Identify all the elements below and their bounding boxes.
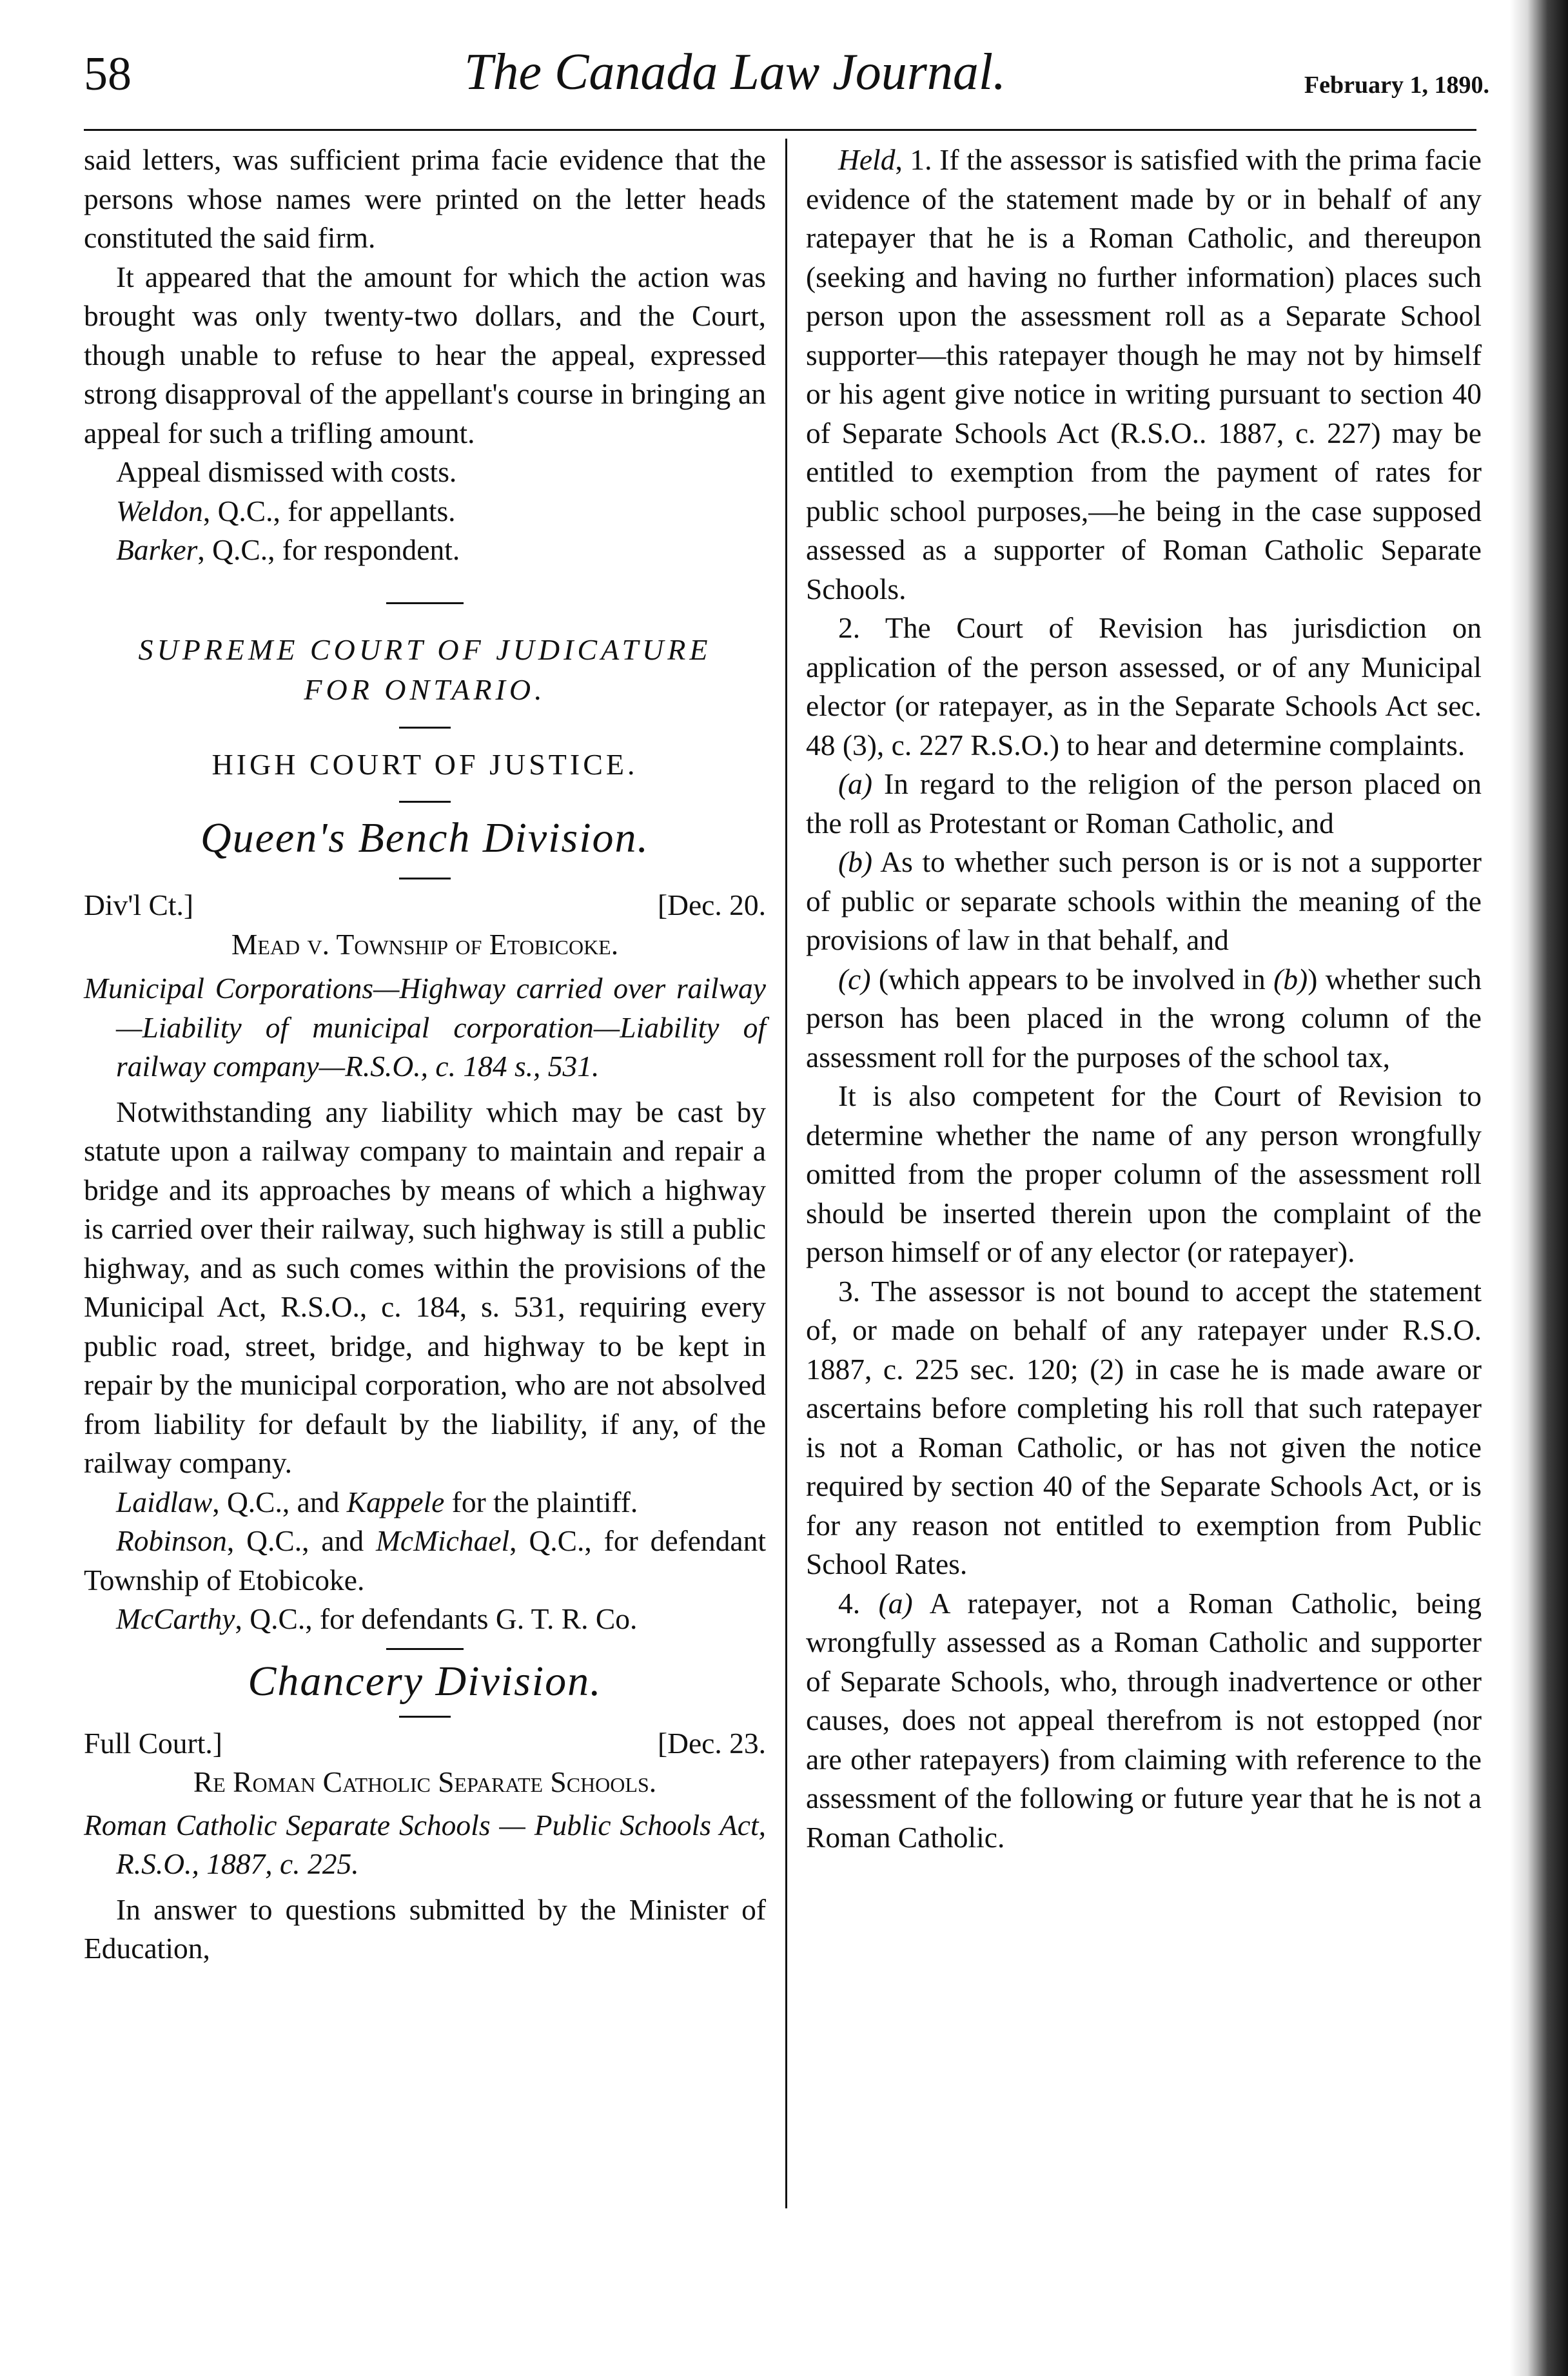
clause-label: (a) xyxy=(838,767,873,800)
case-date: [Dec. 20. xyxy=(657,889,766,921)
clause-text: As to whether such person is or is not a supporter of public or separate schools within the meaning of the provisions of law in that behalf, and xyxy=(806,845,1482,956)
case-court: Div'l Ct.] xyxy=(84,889,193,921)
counsel-line xyxy=(84,492,766,531)
page-header xyxy=(84,35,1489,113)
court-heading: SUPREME COURT OF JUDICATURE xyxy=(138,633,712,666)
held-paragraph xyxy=(806,141,1482,609)
counsel-role: , Q.C., for defendant Township of Etobicoke. xyxy=(84,1524,766,1596)
case-body: Notwithstanding any liability which may be cast by statute upon a railway company to maintain and repair a bridge and its approaches by means of which a highway is carried over their railway, such highway is still a public highway, and as such comes within the provisions of the Municipal Act, R.S.O., c. 184, s. 531, requiring every public road, street, bridge, and highway to be kept in repair by the municipal corporation, who are not absolved from liability for default by the liability, if any, of the railway company. xyxy=(84,1095,766,1479)
counsel-text: , Q.C., and xyxy=(226,1524,376,1557)
header-rule xyxy=(84,129,1476,131)
section-rule xyxy=(386,1648,464,1650)
case-court-line xyxy=(84,1724,766,1763)
case-body: In answer to questions submitted by the Minister of Education, xyxy=(84,1892,766,1965)
clause-text: ) whether such person has been placed in the wrong column of the assessment roll for the purposes of the school tax, xyxy=(806,962,1482,1074)
counsel-line xyxy=(84,1522,766,1600)
journal-title: The Canada Law Journal. xyxy=(464,44,1006,101)
counsel-name: Kappele xyxy=(346,1485,445,1518)
counsel-name: McCarthy xyxy=(116,1602,235,1635)
paragraph: 2. The Court of Revision has jurisdiction on application of the person assessed, or of any Municipal elector (or ratepayer, as in the Separate Schools Act sec. 48 (3), c. 227 R.S.O.) to hear and determine complaints. xyxy=(806,611,1482,761)
section-rule xyxy=(399,727,451,729)
counsel-line xyxy=(84,1600,766,1639)
right-column xyxy=(806,141,1482,1857)
case-headnote: Roman Catholic Separate Schools — Public Schools Act, R.S.O., 1887, c. 225. xyxy=(84,1808,766,1880)
counsel-text: , Q.C., and xyxy=(212,1485,347,1518)
clause-b xyxy=(806,843,1482,960)
counsel-role: , Q.C., for appellants. xyxy=(202,494,456,527)
left-column xyxy=(84,141,766,1969)
counsel-role: , Q.C., for defendants G. T. R. Co. xyxy=(235,1602,638,1635)
paragraph: 3. The assessor is not bound to accept the statement of, or made on behalf of any ratepayer under R.S.O. 1887, c. 225 sec. 120; (2) in case he is made aware or ascertains before completing his roll that such ratepayer is not a Roman Catholic, or has not given the notice required by section 40 of the Separate Schools Act, or is for any reason not entitled to exemption from Public School Rates. xyxy=(806,1274,1482,1580)
section-rule xyxy=(399,1716,451,1718)
counsel-name: Weldon xyxy=(116,494,203,527)
clause-text: A ratepayer, not a Roman Catholic, being wrongfully assessed as a Roman Catholic and supporter of Separate Schools, who, through inadvertence or other causes, does not appeal therefrom is not estopped (nor are other ratepayers) from claiming with reference to the assessment of the following or future year that he is not a Roman Catholic. xyxy=(806,1586,1482,1854)
clause-c xyxy=(806,960,1482,1077)
division-heading: Chancery Division. xyxy=(248,1657,602,1705)
issue-date: February 1, 1890. xyxy=(1304,72,1489,99)
section-rule xyxy=(399,801,451,803)
clause-text: (which appears to be involved in xyxy=(870,962,1274,996)
clause-label: (a) xyxy=(878,1586,913,1620)
case-title: Re Roman Catholic Separate Schools. xyxy=(193,1765,657,1798)
paragraph xyxy=(806,1584,1482,1858)
case-title: Mead v. Township of Etobicoke. xyxy=(231,927,619,961)
counsel-line xyxy=(84,1483,766,1522)
counsel-role: , Q.C., for respondent. xyxy=(197,533,460,566)
counsel-name: Barker xyxy=(116,533,198,566)
counsel-role: for the plaintiff. xyxy=(444,1485,638,1518)
clause-text: In regard to the religion of the person placed on the roll as Protestant or Roman Catholic, and xyxy=(806,767,1482,839)
section-rule xyxy=(399,878,451,879)
case-court-line xyxy=(84,886,766,925)
counsel-line xyxy=(84,531,766,570)
column-divider xyxy=(785,139,787,2208)
counsel-name: Robinson xyxy=(116,1524,227,1557)
clause-a xyxy=(806,765,1482,843)
counsel-name: McMichael xyxy=(376,1524,510,1557)
division-heading: Queen's Bench Division. xyxy=(200,814,650,861)
paragraph: Appeal dismissed with costs. xyxy=(116,455,457,488)
held-text: , 1. If the assessor is satisfied with the prima facie evidence of the statement made by or in behalf of any ratepayer that he is a Roman Catholic, and thereupon (seeking and having no further information) places such person upon the assessment roll as a Separate School supporter—this ratepayer though he may not by himself or his agent give notice in writing pursuant to section 40 of Separate Schools Act (R.S.O.. 1887, c. 227) may be entitled to exemption from the payment of rates for public school purposes,—he being in the case supposed assessed as a supporter of Roman Catholic Separate Schools. xyxy=(806,143,1482,605)
item-number: 4. xyxy=(838,1586,879,1620)
case-date: [Dec. 23. xyxy=(657,1726,766,1760)
paragraph: said letters, was sufficient prima facie evidence that the persons whose names were printed on the letter heads constituted the said firm. xyxy=(84,143,766,254)
high-court-heading: HIGH COURT OF JUSTICE. xyxy=(211,747,638,781)
case-court: Full Court.] xyxy=(84,1726,222,1760)
page-number: 58 xyxy=(84,48,132,101)
clause-label: (b) xyxy=(1273,962,1308,996)
scan-edge-shadow xyxy=(1510,0,1568,2376)
paragraph: It is also competent for the Court of Revision to determine whether the name of any person wrongfully omitted from the proper column of the assessment roll should be inserted therein upon the complaint of the person himself or of any elector (or ratepayer). xyxy=(806,1079,1482,1268)
paragraph: It appeared that the amount for which the action was brought was only twenty-two dollars, and the Court, though unable to refuse to hear the appeal, expressed strong disapproval of the appellant's course in bringing an appeal for such a trifling amount. xyxy=(84,260,766,449)
clause-label: (b) xyxy=(838,845,873,878)
case-headnote: Municipal Corporations—Highway carried over railway—Liability of municipal corporation—Liability of railway company—R.S.O., c. 184 s., 531. xyxy=(84,972,766,1083)
held-label: Held xyxy=(838,143,896,176)
section-rule xyxy=(386,602,464,604)
clause-label: (c) xyxy=(838,962,871,996)
counsel-name: Laidlaw xyxy=(116,1485,213,1518)
court-heading-sub: FOR ONTARIO. xyxy=(304,673,546,706)
